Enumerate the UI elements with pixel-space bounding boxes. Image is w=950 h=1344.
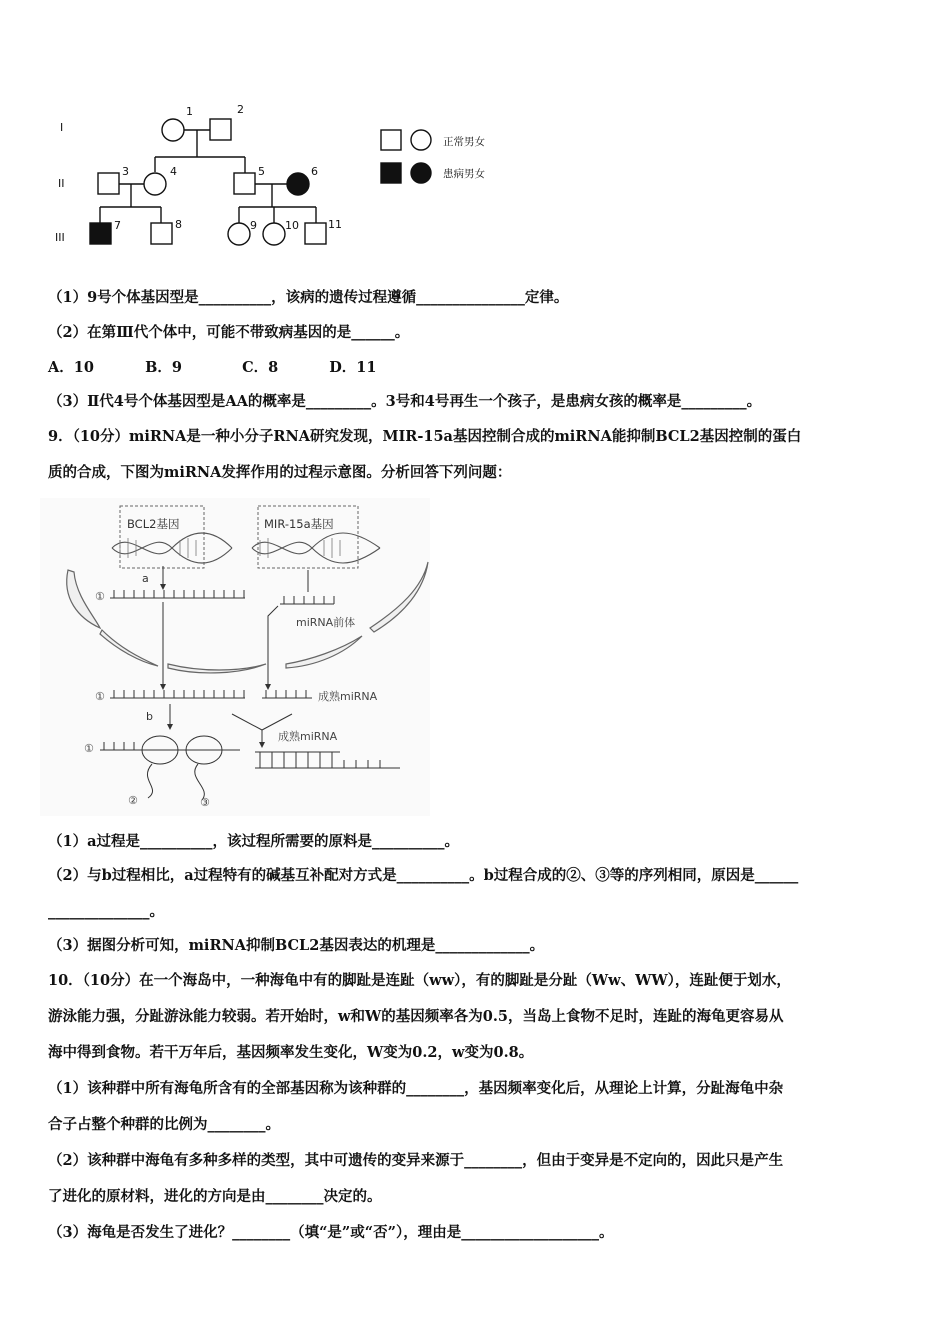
marker-1-top: ① bbox=[95, 590, 105, 603]
individual-2 bbox=[210, 119, 231, 140]
q9-intro-line2: 质的合成，下图为miRNA发挥作用的过程示意图。分析回答下列问题： bbox=[48, 464, 512, 481]
marker-1-bottom: ① bbox=[84, 742, 94, 755]
legend-affected-female-icon bbox=[411, 163, 431, 183]
q10-part2-line2: 了进化的原材料，进化的方向是由________决定的。 bbox=[48, 1188, 382, 1205]
individual-7 bbox=[90, 223, 111, 244]
num-9: 9 bbox=[250, 219, 257, 232]
q10-intro-line3: 海中得到食物。若干万年后，基因频率发生变化，W变为0.2，w变为0.8。 bbox=[48, 1044, 534, 1061]
num-10: 10 bbox=[285, 219, 299, 232]
individual-11 bbox=[305, 223, 326, 244]
q10-part1-line1: （1）该种群中所有海龟所含有的全部基因称为该种群的________，基因频率变化后，从理论上计算，分趾海龟中杂 bbox=[48, 1080, 784, 1097]
legend-normal-label: 正常男女 bbox=[443, 136, 485, 148]
marker-1-mid: ① bbox=[95, 690, 105, 703]
option-a: A．10 bbox=[48, 359, 94, 376]
q9-part2-line2: ______________。 bbox=[48, 903, 164, 920]
individual-8 bbox=[151, 223, 172, 244]
num-3: 3 bbox=[122, 165, 129, 178]
num-1: 1 bbox=[186, 105, 193, 118]
individual-9 bbox=[228, 223, 250, 245]
mature-mirna-label-1: 成熟miRNA bbox=[318, 690, 378, 703]
marker-2: ② bbox=[128, 794, 138, 807]
q10-part2-line1: （2）该种群中海龟有多种多样的类型，其中可遗传的变异来源于________，但由于变异是不定向的，因此只是产生 bbox=[48, 1152, 784, 1169]
pedigree-chart bbox=[40, 95, 370, 255]
q10-part1-line2: 合子占整个种群的比例为________。 bbox=[48, 1116, 280, 1133]
pedigree-legend bbox=[375, 125, 525, 187]
num-7: 7 bbox=[114, 219, 121, 232]
legend-normal-male-icon bbox=[381, 130, 401, 150]
bcl2-gene-label: BCL2基因 bbox=[127, 517, 180, 531]
individual-3 bbox=[98, 173, 119, 194]
num-6: 6 bbox=[311, 165, 318, 178]
num-5: 5 bbox=[258, 165, 265, 178]
individual-5 bbox=[234, 173, 255, 194]
legend-normal-female-icon bbox=[411, 130, 431, 150]
q8-part3: （3）Ⅱ代4号个体基因型是AA的概率是_________。3号和4号再生一个孩子，是患病女孩的概率是_________。 bbox=[48, 393, 762, 410]
q8-part2: （2）在第Ⅲ代个体中，可能不带致病基因的是______。 bbox=[48, 324, 410, 341]
q10-part3: （3）海龟是否发生了进化？________（填“是”或“否”），理由是___________________。 bbox=[48, 1224, 614, 1241]
q9-part3: （3）据图分析可知，miRNA抑制BCL2基因表达的机理是_____________。 bbox=[48, 937, 545, 954]
q8-options bbox=[48, 356, 376, 377]
individual-6 bbox=[287, 173, 309, 195]
gen-label-3: III bbox=[55, 231, 65, 244]
mirna-precursor-label: miRNA前体 bbox=[296, 616, 356, 629]
individual-1 bbox=[162, 119, 184, 141]
individual-4 bbox=[144, 173, 166, 195]
individual-10 bbox=[263, 223, 285, 245]
mature-mirna-label-2: 成熟miRNA bbox=[278, 730, 338, 743]
q10-intro-line1: 10．（10分）在一个海岛中，一种海龟中有的脚趾是连趾（ww），有的脚趾是分趾（Ww、WW），连趾便于划水， bbox=[48, 972, 791, 989]
num-2: 2 bbox=[237, 103, 244, 116]
q9-part2-line1: （2）与b过程相比，a过程特有的碱基互补配对方式是__________。b过程合成的②、③等的序列相同，原因是______ bbox=[48, 867, 799, 884]
q8-part1: （1）9号个体基因型是__________，该病的遗传过程遵循_______________定律。 bbox=[48, 289, 569, 306]
num-4: 4 bbox=[170, 165, 177, 178]
option-c: C．8 bbox=[242, 359, 279, 376]
legend-affected-label: 患病男女 bbox=[443, 168, 485, 180]
num-8: 8 bbox=[175, 218, 182, 231]
mir15a-gene-label: MIR-15a基因 bbox=[264, 517, 334, 531]
gen-label-2: II bbox=[58, 177, 65, 190]
q9-intro-line1: 9．（10分）miRNA是一种小分子RNA研究发现，MIR-15a基因控制合成的miRNA能抑制BCL2基因控制的蛋白 bbox=[48, 428, 802, 445]
gen-label-1: I bbox=[60, 121, 64, 134]
mirna-diagram bbox=[40, 498, 430, 816]
label-a: a bbox=[142, 572, 149, 585]
option-d: D．11 bbox=[329, 359, 377, 376]
num-11: 11 bbox=[328, 218, 342, 231]
q10-intro-line2: 游泳能力强，分趾游泳能力较弱。若开始时，w和W的基因频率各为0.5，当岛上食物不足时，连趾的海龟更容易从 bbox=[48, 1008, 784, 1025]
marker-3: ③ bbox=[200, 796, 210, 809]
label-b: b bbox=[146, 710, 153, 723]
legend-affected-male-icon bbox=[381, 163, 401, 183]
q9-part1: （1）a过程是__________，该过程所需要的原料是__________。 bbox=[48, 833, 459, 850]
option-b: B．9 bbox=[145, 359, 182, 376]
